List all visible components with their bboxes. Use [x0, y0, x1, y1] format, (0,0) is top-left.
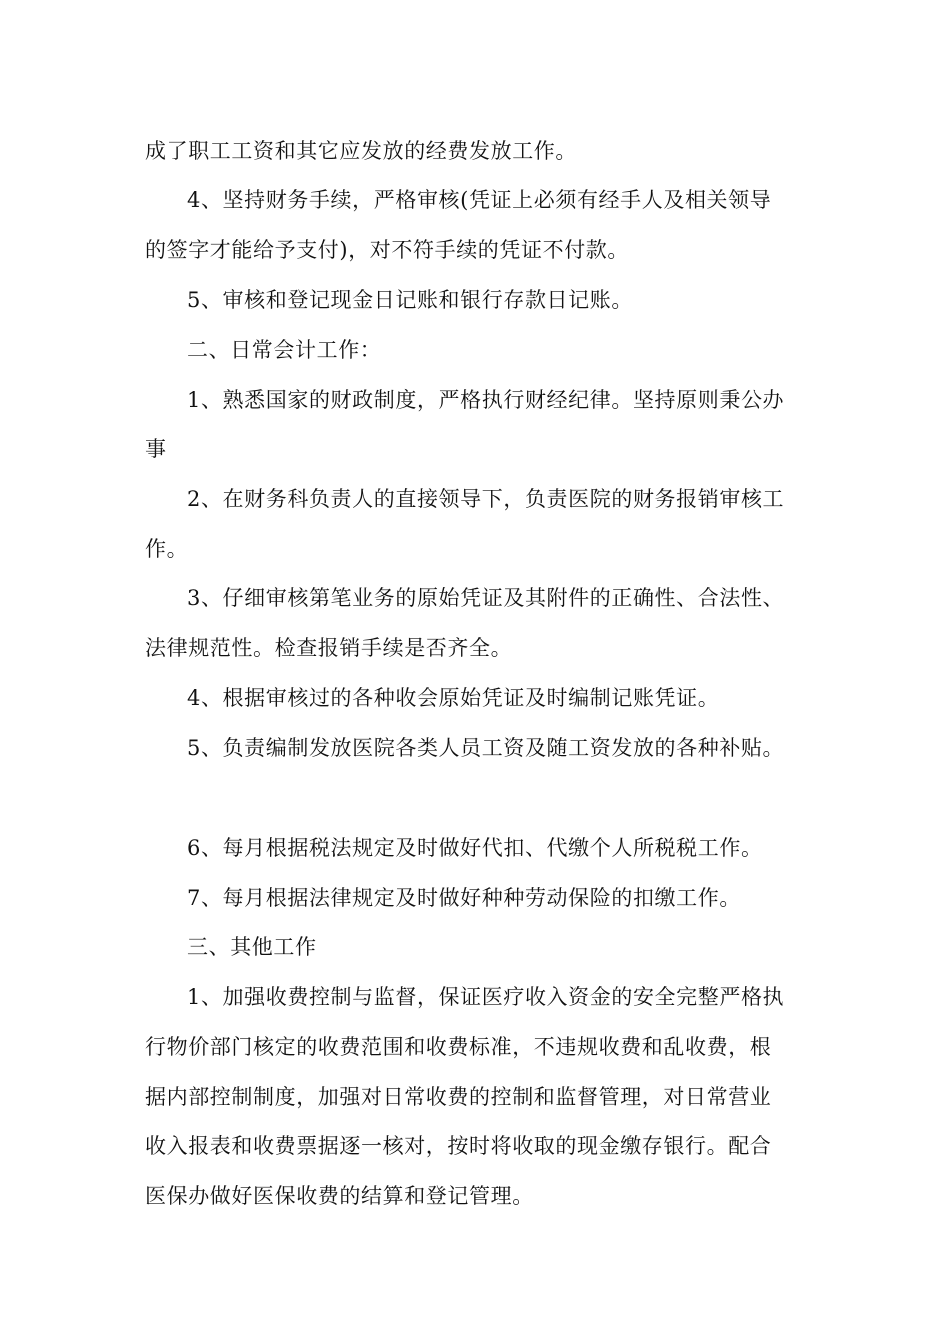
text-line: 事 — [145, 437, 167, 461]
text-line: 法律规范性。检查报销手续是否齐全。 — [145, 636, 513, 660]
section-heading: 三、其他工作 — [187, 935, 317, 959]
text-line: 1、加强收费控制与监督，保证医疗收入资金的安全完整严格执 — [187, 985, 785, 1009]
text-line: 成了职工工资和其它应发放的经费发放工作。 — [145, 139, 577, 163]
text-line: 2、在财务科负责人的直接领导下，负责医院的财务报销审核工 — [187, 487, 785, 511]
text-line: 5、负责编制发放医院各类人员工资及随工资发放的各种补贴。 — [187, 736, 785, 760]
text-line: 收入报表和收费票据逐一核对，按时将收取的现金缴存银行。配合 — [145, 1134, 772, 1158]
text-line: 4、根据审核过的各种收会原始凭证及时编制记账凭证。 — [187, 686, 720, 710]
text-line: 行物价部门核定的收费范围和收费标准，不违规收费和乱收费，根 — [145, 1035, 772, 1059]
text-line: 6、每月根据税法规定及时做好代扣、代缴个人所税税工作。 — [187, 836, 763, 860]
text-line: 3、仔细审核第笔业务的原始凭证及其附件的正确性、合法性、 — [187, 586, 785, 610]
section-heading: 二、日常会计工作： — [187, 338, 382, 362]
text-line: 4、坚持财务手续，严格审核(凭证上必须有经手人及相关领导 — [187, 188, 772, 212]
text-line: 医保办做好医保收费的结算和登记管理。 — [145, 1184, 534, 1208]
text-line: 的签字才能给予支付)，对不符手续的凭证不付款。 — [145, 238, 629, 262]
text-line: 1、熟悉国家的财政制度，严格执行财经纪律。坚持原则秉公办 — [187, 388, 785, 412]
text-line: 据内部控制制度，加强对日常收费的控制和监督管理，对日常营业 — [145, 1085, 772, 1109]
text-line: 作。 — [145, 537, 189, 561]
text-line: 5、审核和登记现金日记账和银行存款日记账。 — [187, 288, 633, 312]
text-line: 7、每月根据法律规定及时做好种种劳动保险的扣缴工作。 — [187, 886, 741, 910]
